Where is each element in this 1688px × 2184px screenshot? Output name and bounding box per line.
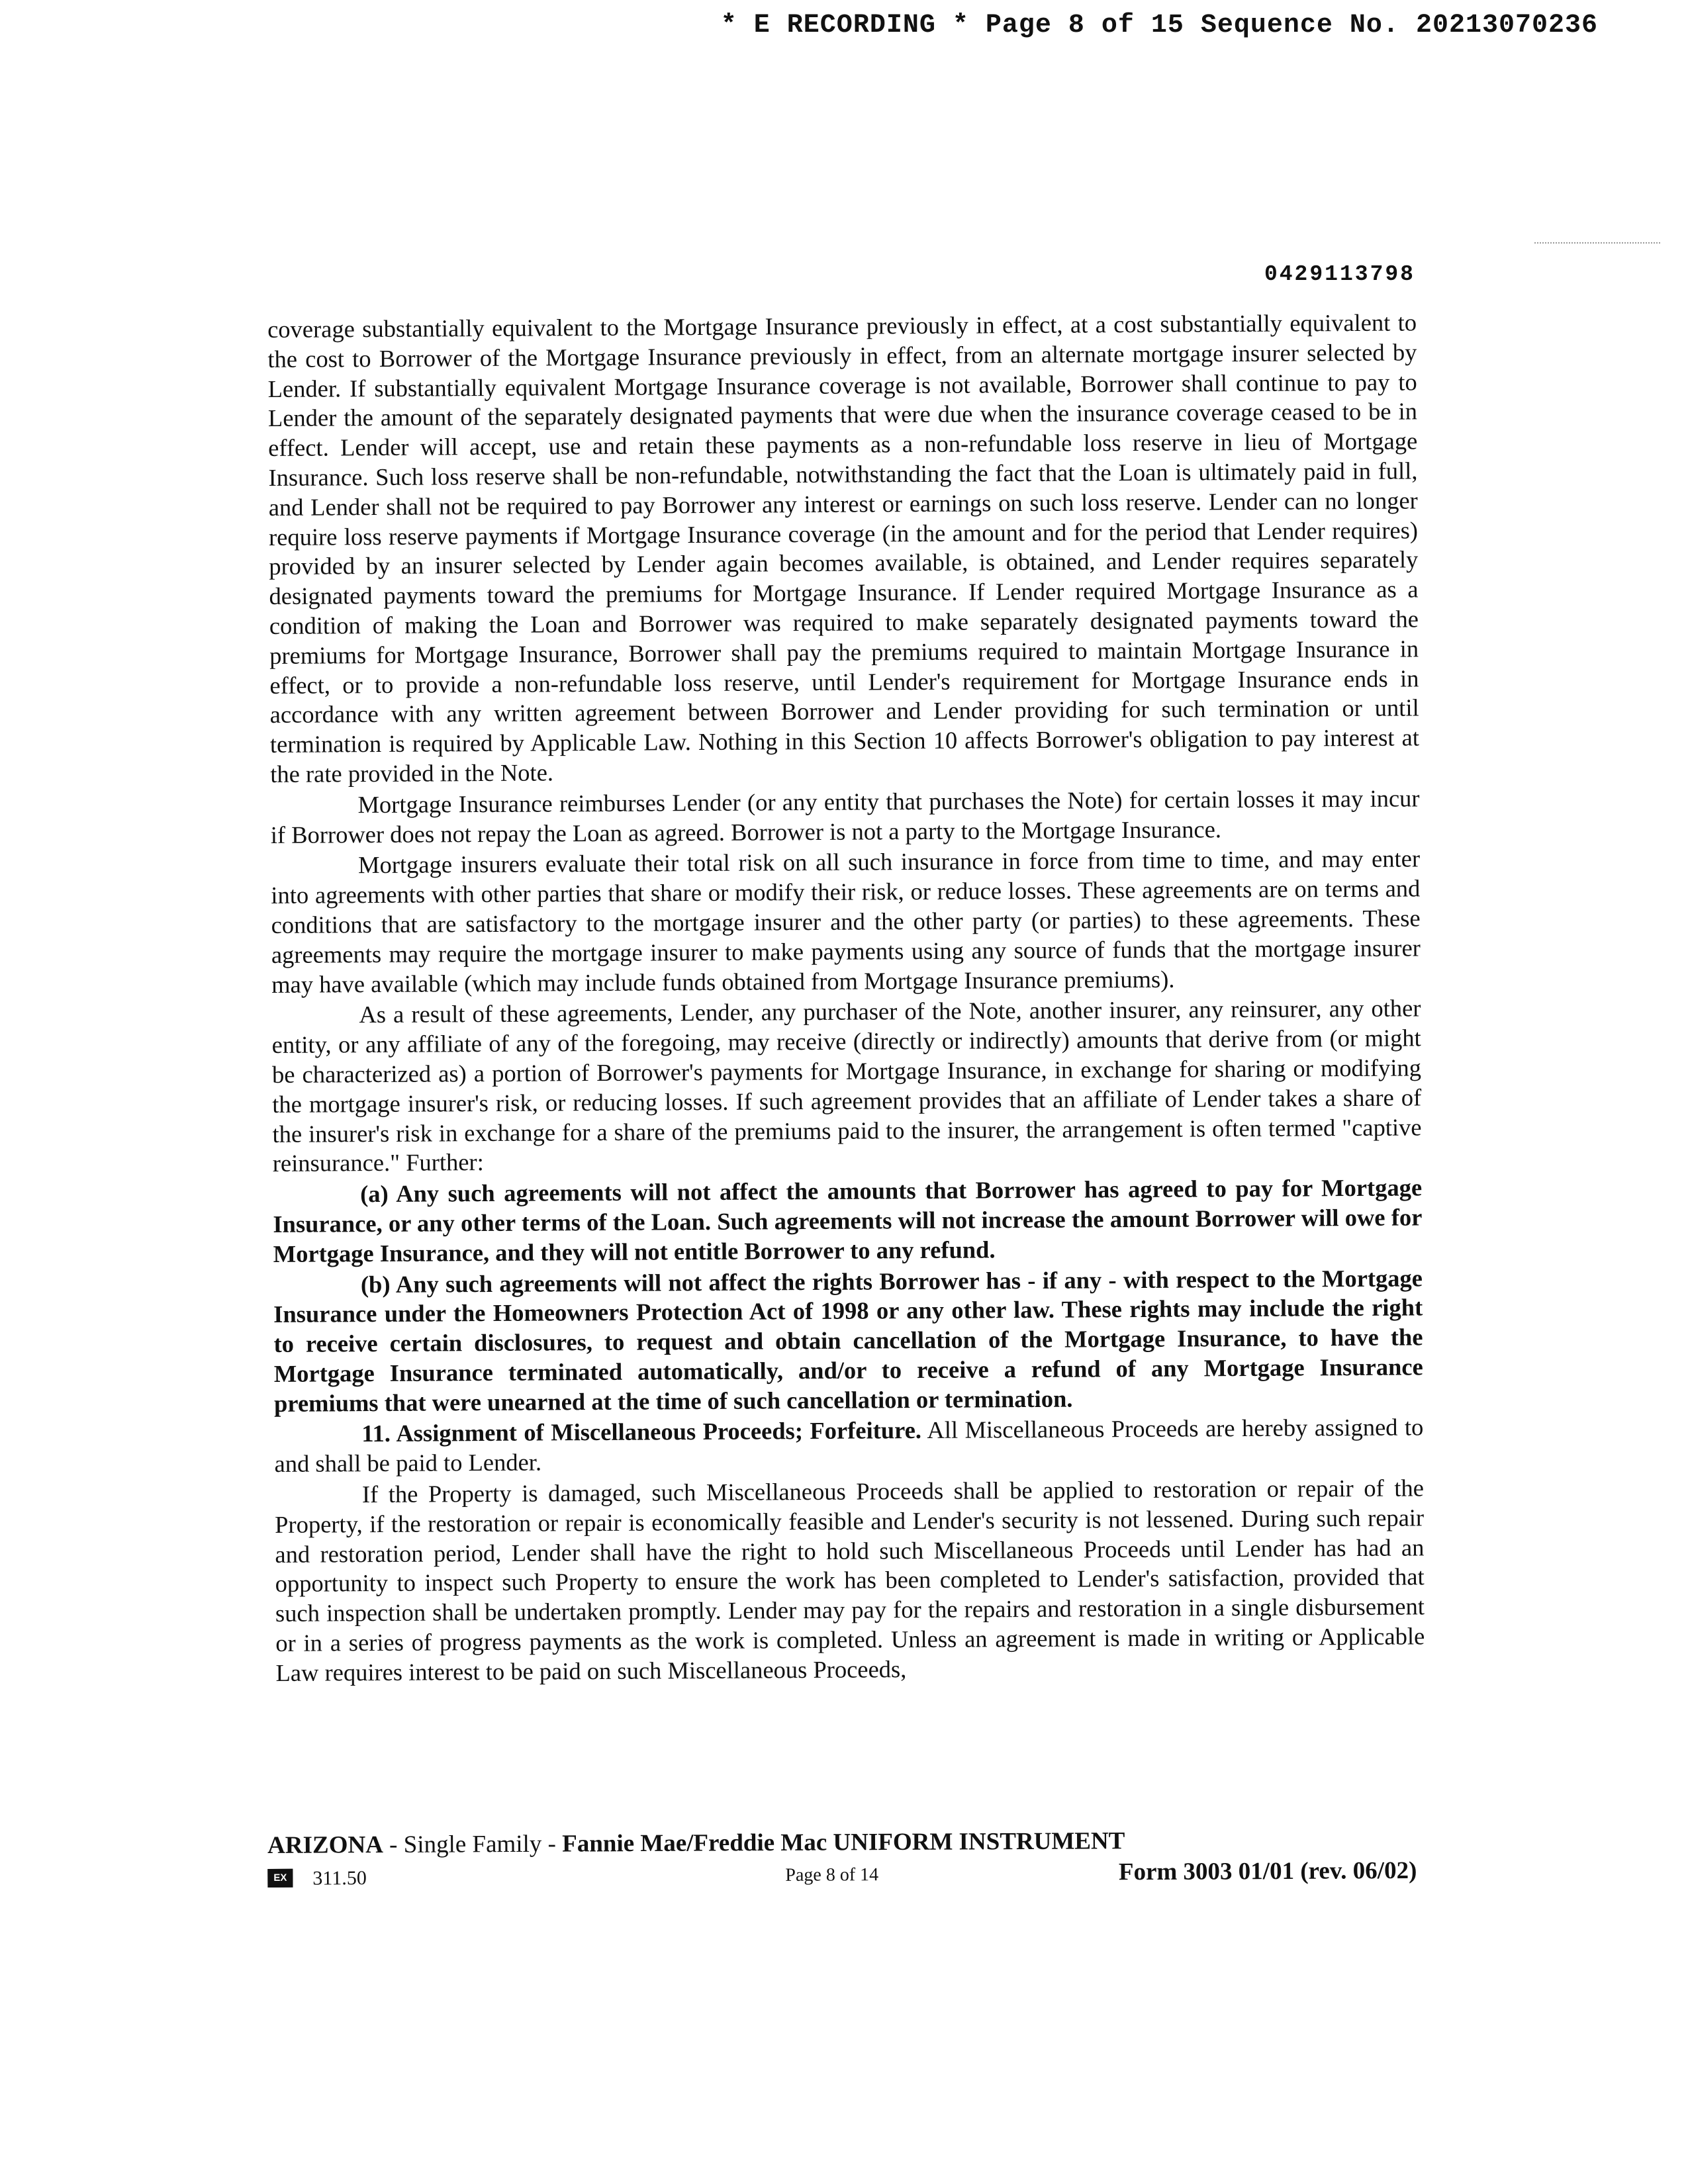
section-11-heading: 11. Assignment of Miscellaneous Proceeds; Forfeiture.: [361, 1416, 922, 1447]
footer-form-id: Form 3003 01/01 (rev. 06/02): [1118, 1856, 1417, 1886]
footer-page-number: Page 8 of 14: [785, 1864, 879, 1886]
footer-form-number: 311.50: [312, 1867, 367, 1889]
paragraph-captive-reinsurance: As a result of these agreements, Lender, any purchaser of the Note, another insurer, any reinsurer, any other entity, or any affiliate of any of the foregoing, may receive (directly or indirectly) amounts that derive from (or might be characterized as) a portion of Borrower's payments for Mortgage Insurance, in exchange for sharing or modifying the mortgage insurer's risk, or reducing losses. If such agreement provides that an affiliate of Lender takes a share of the insurer's risk in exchange for a share of the premiums paid to the insurer, the arrangement is often termed "captive reinsurance." Further:: [271, 994, 1422, 1177]
footer-instrument: Fannie Mae/Freddie Mac UNIFORM INSTRUMENT: [562, 1827, 1125, 1858]
form-footer: [267, 1825, 1417, 1893]
document-body: [267, 308, 1425, 1689]
paragraph-clause-a: (a) Any such agreements will not affect the amounts that Borrower has agreed to pay for Mortgage Insurance, or any other terms of the Loan. Such agreements will not increase the amount Borrower will owe for Mortgage Insurance, and they will not entitle Borrower to any refund.: [273, 1173, 1423, 1267]
ex-logo-badge: EX: [267, 1869, 293, 1888]
loan-number: 0429113798: [1264, 262, 1415, 287]
footer-state: ARIZONA: [267, 1831, 383, 1859]
section-11-text: All Miscellaneous Proceeds are hereby assigned to and shall be paid to Lender.: [274, 1413, 1424, 1478]
paragraph-insurance-reimburses: Mortgage Insurance reimburses Lender (or any entity that purchases the Note) for certain losses it may incur if Borrower does not repay the Loan as agreed. Borrower is not a party to the Mortgage Insurance.: [270, 784, 1420, 848]
paragraph-mortgage-insurance-continued: coverage substantially equivalent to the Mortgage Insurance previously in effect, at a cost substantially equivalent to the cost to Borrower of the Mortgage Insurance previously in effect, from an alternate mortgage insurer selected by Lender. If substantially equivalent Mortgage Insurance coverage is not available, Borrower shall continue to pay to Lender the amount of the separately designated payments that were due when the insurance coverage ceased to be in effect. Lender will accept, use and retain these payments as a non-refundable loss reserve in lieu of Mortgage Insurance. Such loss reserve shall be non-refundable, notwithstanding the fact that the Loan is ultimately paid in full, and Lender shall not be required to pay Borrower any interest or earnings on such loss reserve. Lender can no longer require loss reserve payments if Mortgage Insurance coverage (in the amount and for the period that Lender requires) provided by an insurer selected by Lender again becomes available, is obtained, and Lender requires separately designated payments toward the premiums for Mortgage Insurance. If Lender required Mortgage Insurance as a condition of making the Loan and Borrower was required to make separately designated payments toward the premiums for Mortgage Insurance, Borrower shall pay the premiums required to maintain Mortgage Insurance in effect, or to provide a non-refundable loss reserve, until Lender's requirement for Mortgage Insurance ends in accordance with any written agreement between Borrower and Lender providing for such termination or until termination is required by Applicable Law. Nothing in this Section 10 affects Borrower's obligation to pay interest at the rate provided in the Note.: [267, 308, 1420, 788]
paragraph-clause-b: (b) Any such agreements will not affect the rights Borrower has - if any - with respect to the Mortgage Insurance under the Homeowners Protection Act of 1998 or any other law. These rights may include the right to receive certain disclosures, to request and obtain cancellation of the Mortgage Insurance, to have the Mortgage Insurance terminated automatically, and/or to receive a refund of any Mortgage Insurance premiums that were unearned at the time of such cancellation or termination.: [273, 1263, 1423, 1417]
footer-family: - Single Family -: [383, 1830, 563, 1859]
paragraph-section-11: [274, 1413, 1424, 1479]
paragraph-property-damaged: If the Property is damaged, such Miscellaneous Proceeds shall be applied to restoration or repair of the Property, if the restoration or repair is economically feasible and Lender's security is not lessened. During such repair and restoration period, Lender shall have the right to hold such Miscellaneous Proceeds until Lender has had an opportunity to inspect such Property to ensure the work has been completed to Lender's satisfaction, provided that such inspection shall be undertaken promptly. Lender may pay for the repairs and restoration in a single disbursement or in a series of progress payments as the work is completed. Unless an agreement is made in writing or Applicable Law requires interest to be paid on such Miscellaneous Proceeds,: [275, 1474, 1425, 1686]
recording-stamp: * E RECORDING * Page 8 of 15 Sequence No. 20213070236: [720, 11, 1598, 40]
footer-instrument-line: [267, 1825, 1417, 1861]
scan-artifact-line: [1534, 242, 1660, 244]
paragraph-insurers-evaluate-risk: Mortgage insurers evaluate their total risk on all such insurance in force from time to time, and may enter into agreements with other parties that share or modify their risk, or reduce losses. These agreements are on terms and conditions that are satisfactory to the mortgage insurer and the other party (or parties) to these agreements. These agreements may require the mortgage insurer to make payments using any source of funds that the mortgage insurer may have available (which may include funds obtained from Mortgage Insurance premiums).: [271, 844, 1421, 998]
footer-form-line: [267, 1858, 1417, 1893]
